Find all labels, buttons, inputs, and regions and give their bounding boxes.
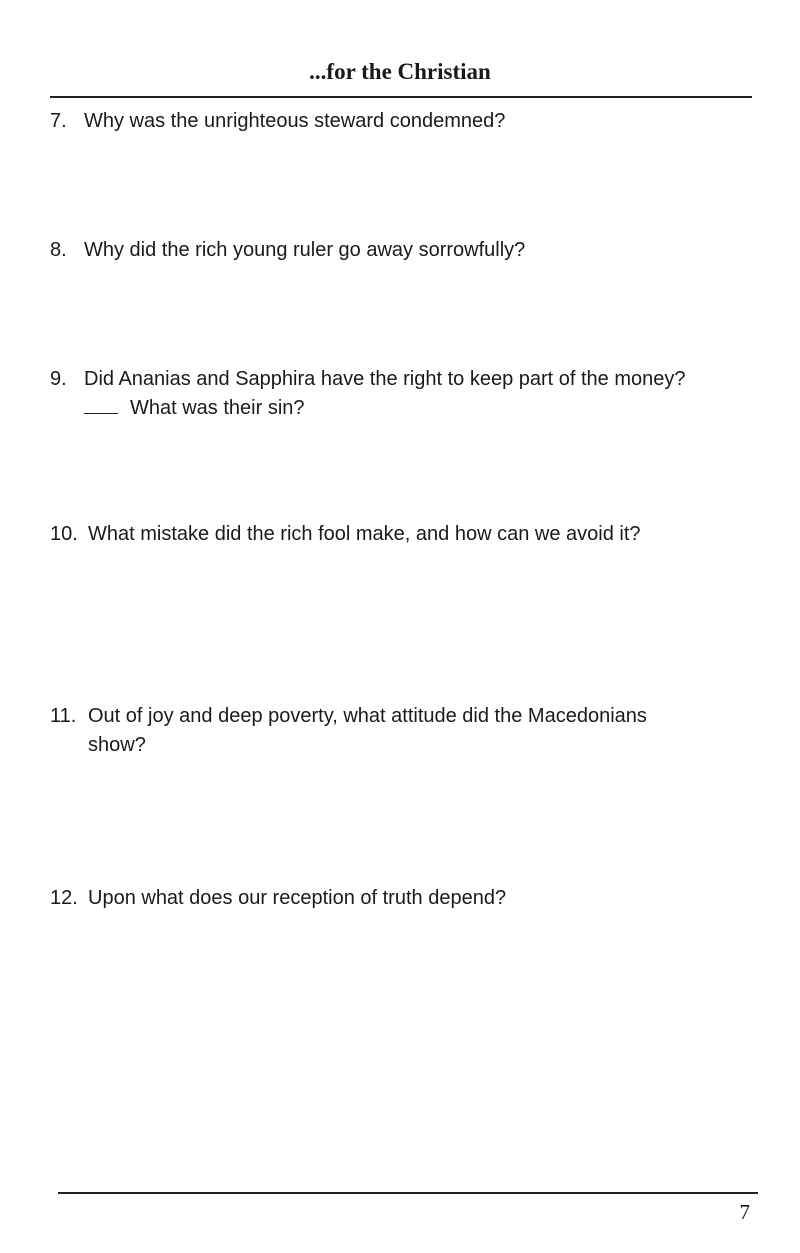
question-text: Out of joy and deep poverty, what attitude did the Macedonians [88,705,647,727]
question-text-line-2: What was their sin? [130,397,305,419]
question-body [88,702,760,760]
question-text: Why was the unrighteous steward condemned? [84,110,506,132]
question-11 [50,702,760,760]
header-divider [50,96,752,98]
question-text: Did Ananias and Sapphira have the right to keep part of the money? [84,368,686,390]
footer-divider [58,1192,758,1194]
question-number: 9. [50,368,67,390]
page-number: 7 [739,1200,750,1224]
question-8 [50,236,760,265]
question-number: 12. [50,887,78,909]
question-12 [50,884,760,913]
question-text: What mistake did the rich fool make, and how can we avoid it? [88,523,641,545]
question-10 [50,520,760,549]
question-number: 8. [50,239,67,261]
question-number: 10. [50,523,78,545]
page-title: ...for the Christian [309,59,491,84]
question-7 [50,107,760,136]
question-9 [50,365,760,423]
question-text-line-2: show? [88,734,146,756]
answer-blank[interactable] [84,395,118,414]
question-body [84,365,760,423]
question-number: 7. [50,110,67,132]
question-text: Upon what does our reception of truth depend? [88,887,507,909]
question-number: 11. [50,705,77,727]
question-text: Why did the rich young ruler go away sorrowfully? [84,239,526,261]
